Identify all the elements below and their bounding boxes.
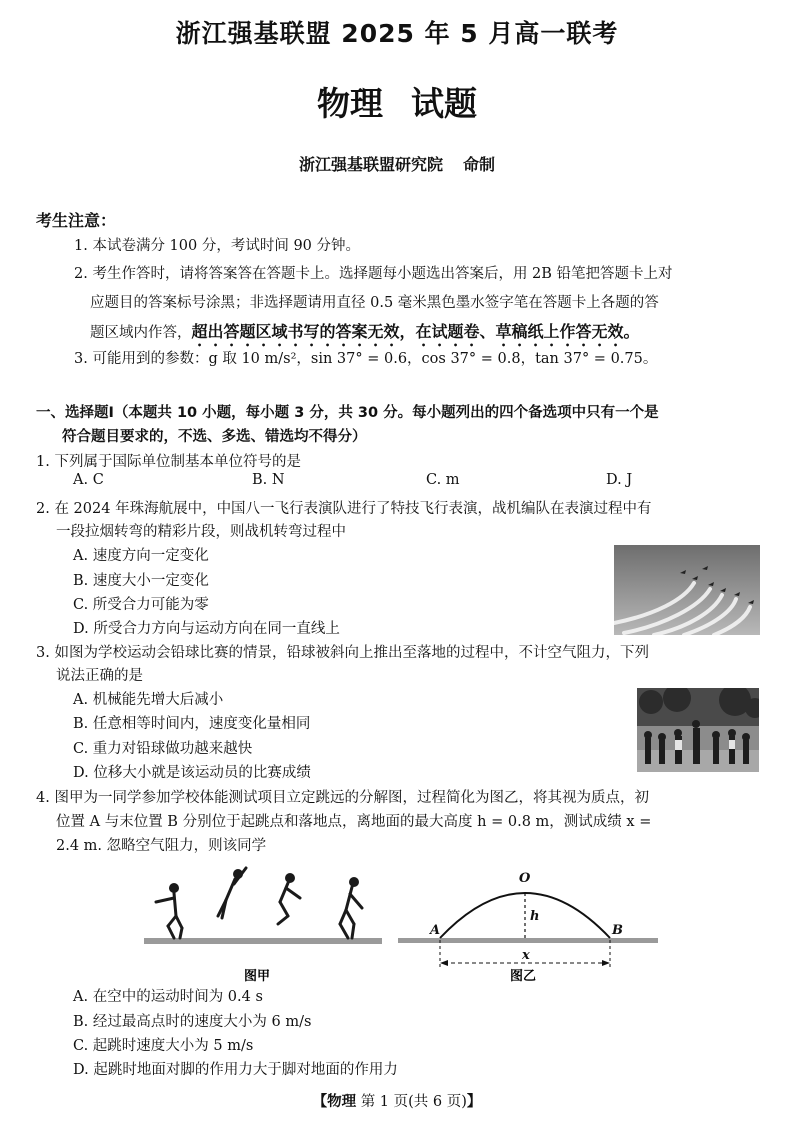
- label-h: h: [530, 909, 540, 924]
- section-heading-cont: 符合题目要求的，不选、多选、错选均不得分）: [62, 429, 367, 445]
- q3-option-b: B. 任意相等时间内，速度变化量相同: [73, 716, 311, 732]
- shotput-photo: [637, 688, 759, 772]
- q1-stem: 1. 下列属于国际单位制基本单位符号的是: [36, 454, 301, 470]
- q1-option-b: B. N: [252, 472, 285, 488]
- subject-title: [0, 78, 794, 125]
- q3-option-d: D. 位移大小就是该运动员的比赛成绩: [73, 765, 311, 781]
- footer-left-bracket: 【: [312, 1094, 328, 1110]
- notice-heading: 考生注意：: [36, 211, 117, 230]
- footer-subject: 物理: [327, 1094, 357, 1110]
- section-heading: 一、选择题Ⅰ（本题共 10 小题，每小题 3 分，共 30 分。每小题列出的四个备选项中只有一个是: [36, 405, 659, 421]
- notice-item-2-cont2: [90, 322, 640, 350]
- page-footer: [0, 1090, 794, 1111]
- footer-right-bracket: 】: [466, 1094, 482, 1110]
- figure-a-longjump: [140, 858, 386, 986]
- q2-stem: 2. 在 2024 年珠海航展中，中国八一飞行表演队进行了特技飞行表演，战机编队在表演过程中有: [36, 501, 652, 517]
- q4-stem-cont: 位置 A 与末位置 B 分别位于起跳点和落地点，离地面的最大高度 h = 0.8 m，测试成绩 x =: [56, 814, 652, 830]
- q2-option-a: A. 速度方向一定变化: [73, 548, 209, 564]
- figure-b-trajectory: [398, 858, 660, 986]
- q2-stem-cont: 一段拉烟转弯的精彩片段，则战机转弯过程中: [56, 524, 346, 540]
- q4-option-c: C. 起跳时速度大小为 5 m/s: [73, 1038, 254, 1054]
- q1-option-a: A. C: [73, 472, 104, 488]
- q3-stem-cont: 说法正确的是: [56, 668, 143, 684]
- q4-stem: 4. 图甲为一同学参加学校体能测试项目立定跳远的分解图，过程简化为图乙，将其视为质点，初: [36, 790, 649, 806]
- q4-option-b: B. 经过最高点时的速度大小为 6 m/s: [73, 1014, 312, 1030]
- q2-option-b: B. 速度大小一定变化: [73, 573, 209, 589]
- footer-page: 第 1 页(共 6 页): [360, 1094, 467, 1110]
- q4-stem-cont2: 2.4 m. 忽略空气阻力，则该同学: [56, 838, 267, 854]
- airshow-photo: [614, 545, 760, 635]
- label-O: O: [519, 871, 531, 886]
- label-B: B: [612, 923, 623, 938]
- paper-type: 试题: [411, 84, 477, 123]
- label-x: x: [522, 948, 530, 963]
- figure-a-caption: 图甲: [244, 969, 271, 984]
- made-by: 命制: [463, 155, 496, 174]
- notice-emphasis: 超出答题区域书写的答案无效，在试题卷、草稿纸上作答无效。: [191, 322, 640, 341]
- exam-title: 浙江强基联盟 2025 年 5 月高一联考: [175, 19, 619, 48]
- q4-option-a: A. 在空中的运动时间为 0.4 s: [73, 989, 263, 1005]
- q4-option-d: D. 起跳时地面对脚的作用力大于脚对地面的作用力: [73, 1062, 398, 1078]
- notice-item-3: 3. 可能用到的参数：g 取 10 m/s²，sin 37° = 0.6，cos 37° = 0.8，tan 37° = 0.75。: [74, 351, 658, 367]
- q2-option-d: D. 所受合力方向与运动方向在同一直线上: [73, 621, 340, 637]
- organizer: 浙江强基联盟研究院: [298, 155, 443, 174]
- q3-stem: 3. 如图为学校运动会铅球比赛的情景，铅球被斜向上推出至落地的过程中，不计空气阻力，下列: [36, 645, 649, 661]
- figure-b-caption: 图乙: [510, 969, 537, 984]
- q3-option-a: A. 机械能先增大后减小: [73, 692, 224, 708]
- notice-item-2-cont: 应题目的答案标号涂黑；非选择题请用直径 0.5 毫米黑色墨水签字笔在答题卡上各题的答: [90, 295, 659, 311]
- q3-option-c: C. 重力对铅球做功越来越快: [73, 741, 253, 757]
- q1-option-c: C. m: [426, 472, 460, 488]
- subject-name: 物理: [317, 84, 383, 123]
- notice-item-2-tail: 题区域内作答，: [90, 325, 192, 341]
- organizer-line: [0, 152, 794, 175]
- notice-item-2: 2. 考生作答时，请将答案答在答题卡上。选择题每小题选出答案后，用 2B 铅笔把答题卡上对: [74, 266, 673, 282]
- label-A: A: [430, 923, 441, 938]
- q2-option-c: C. 所受合力可能为零: [73, 597, 209, 613]
- q1-option-d: D. J: [606, 472, 633, 488]
- notice-item-1: 1. 本试卷满分 100 分，考试时间 90 分钟。: [74, 238, 361, 254]
